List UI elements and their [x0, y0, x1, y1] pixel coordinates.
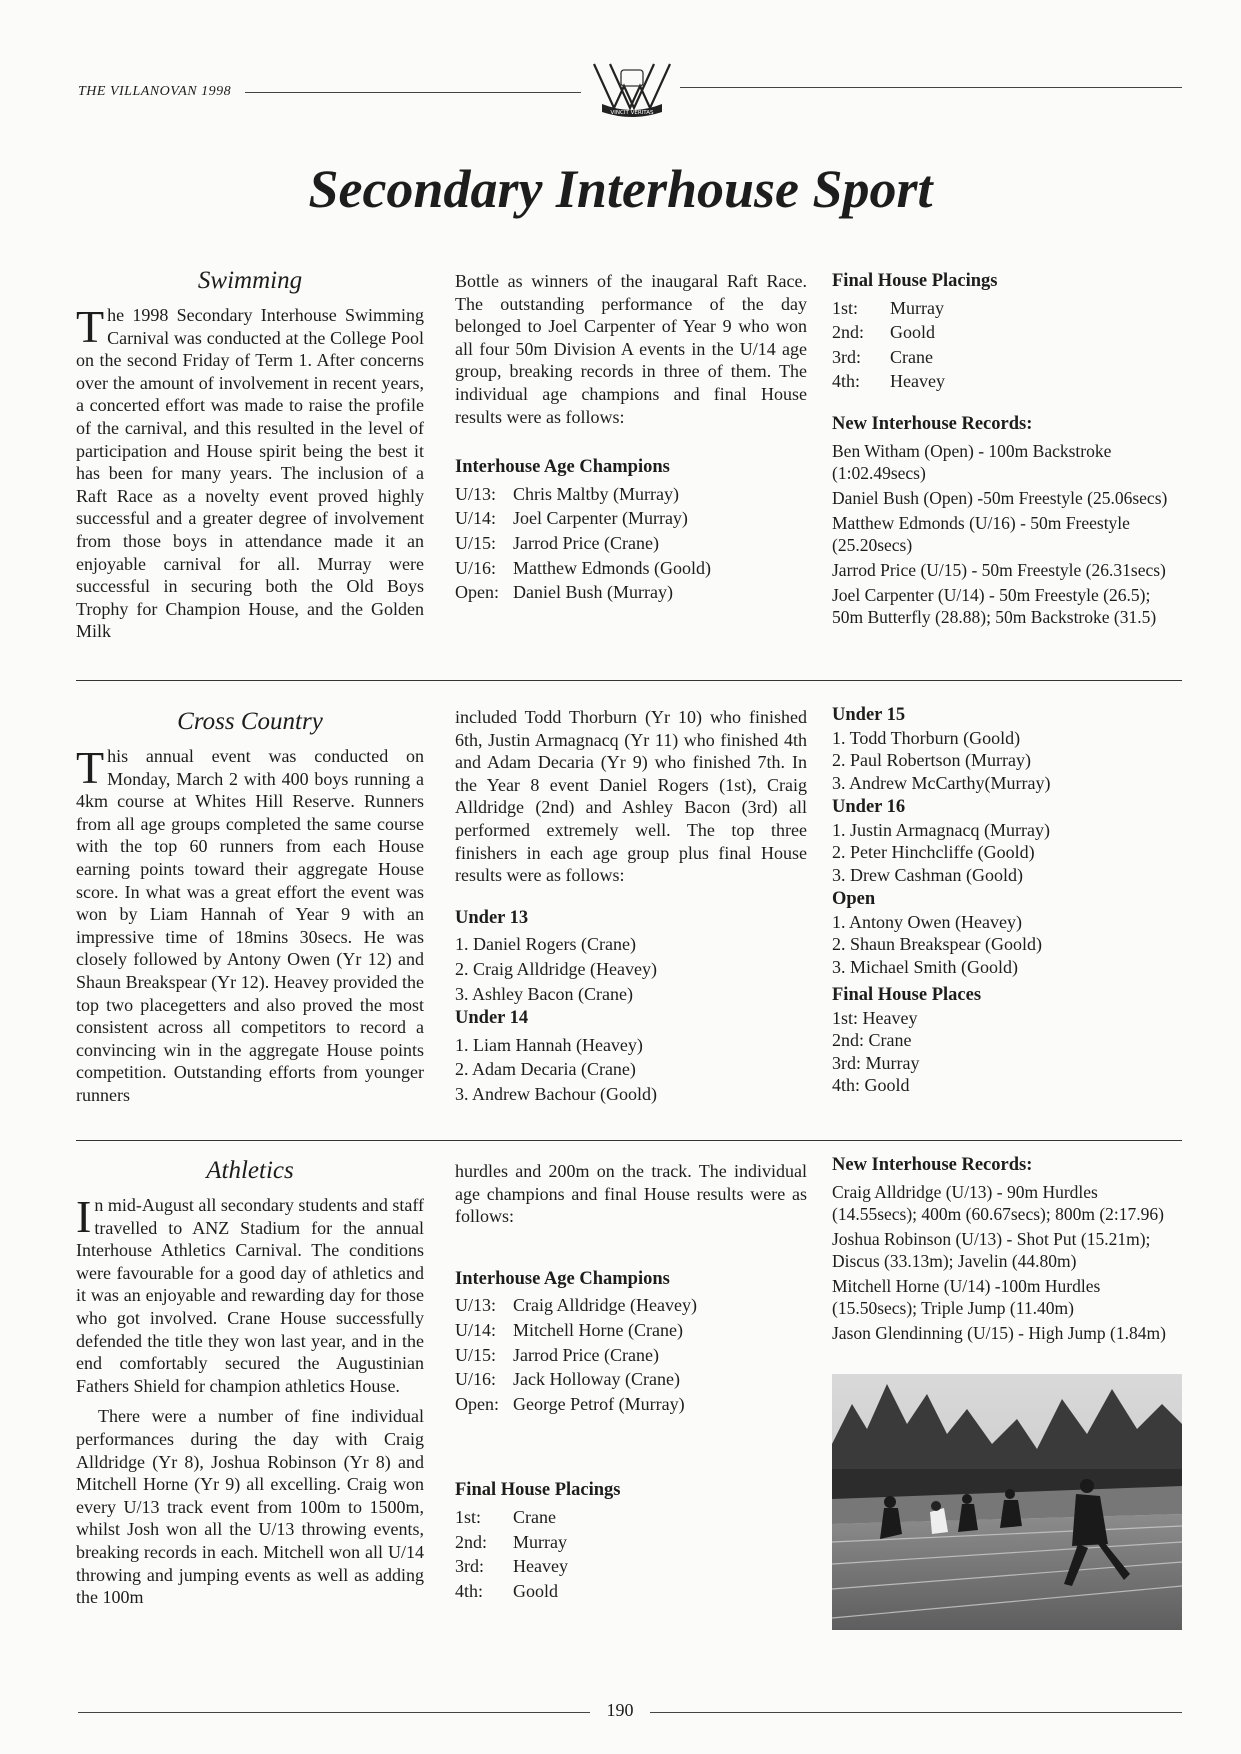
champion-row: U/13: Craig Alldridge (Heavey)	[455, 1295, 697, 1316]
record-entry: Jarrod Price (U/15) - 50m Freestyle (26.31secs)	[832, 559, 1166, 580]
placing-row: 1st: Crane	[455, 1506, 556, 1527]
placing-row: 3rd: Crane	[832, 346, 933, 367]
result-entry: 1. Daniel Rogers (Crane)	[455, 934, 636, 955]
champion-row: Open: George Petrof (Murray)	[455, 1393, 685, 1414]
champion-row: Open: Daniel Bush (Murray)	[455, 582, 673, 603]
swimming-placings-heading: Final House Placings	[832, 271, 998, 291]
cross-country-dropcap: T	[76, 742, 105, 793]
placing-row: 3rd: Heavey	[455, 1556, 568, 1577]
swimming-champions-list	[455, 483, 807, 604]
result-entry: 2. Shaun Breakspear (Goold)	[832, 934, 1042, 954]
swimming-heading: Swimming	[197, 267, 303, 294]
footer-rule-left	[78, 1712, 590, 1713]
athletics-body-cont: hurdles and 200m on the track. The individual age champions and final House results were as follows:	[455, 1161, 807, 1227]
record-entry: Joshua Robinson (U/13) - Shot Put (15.21m); Discus (33.13m); Javelin (44.80m)	[832, 1228, 1151, 1271]
athletics-heading: Athletics	[206, 1157, 294, 1184]
swimming-champions-heading: Interhouse Age Champions	[455, 457, 670, 478]
athletics-placings-heading: Final House Placings	[455, 1480, 621, 1501]
athletics-records-heading: New Interhouse Records:	[832, 1155, 1033, 1175]
result-entry: 3. Andrew McCarthy(Murray)	[832, 772, 1051, 793]
result-entry: 3. Drew Cashman (Goold)	[832, 864, 1023, 885]
athletics-champions-heading: Interhouse Age Champions	[455, 1268, 670, 1289]
result-entry: 2. Paul Robertson (Murray)	[832, 750, 1031, 770]
header-rule-left	[245, 92, 581, 93]
champion-row: U/14: Joel Carpenter (Murray)	[455, 508, 688, 529]
result-entry: 3. Michael Smith (Goold)	[832, 956, 1018, 977]
athletics-body-p2: There were a number of fine individual performances during the day with Craig Alldridge (Yr 8), Joshua Robinson (Yr 8) and Mitchell Horne (Yr 9) all excelling. Craig won every U/13 track event from 100m to 1500m, whilst Josh won all the U/13 throwing events, breaking records in each. Mitchell won all U/14 throwing and jumping events as well as adding the 100m	[76, 1406, 424, 1608]
swimming-column-1	[76, 266, 424, 643]
swimming-column-3	[832, 270, 1182, 631]
champion-row: U/14: Mitchell Horne (Crane)	[455, 1319, 683, 1340]
cross-country-column-1	[76, 707, 424, 1107]
place-entry: 2nd: Crane	[832, 1030, 912, 1050]
cross-country-column-2	[455, 706, 807, 1108]
result-entry: 1. Liam Hannah (Heavey)	[455, 1034, 643, 1055]
champion-row: U/16: Matthew Edmonds (Goold)	[455, 557, 711, 578]
place-entry: 4th: Goold	[832, 1075, 910, 1095]
swimming-dropcap: T	[76, 301, 105, 352]
record-entry: Craig Alldridge (U/13) - 90m Hurdles (14.55secs); 400m (60.67secs); 800m (2:17.96)	[832, 1181, 1164, 1224]
result-entry: 1. Justin Armagnacq (Murray)	[832, 819, 1050, 840]
record-entry: Jason Glendinning (U/15) - High Jump (1.84m)	[832, 1322, 1166, 1343]
champion-row: U/15: Jarrod Price (Crane)	[455, 532, 659, 553]
champion-row: U/15: Jarrod Price (Crane)	[455, 1344, 659, 1365]
place-entry: 3rd: Murray	[832, 1052, 920, 1073]
running-header: THE VILLANOVAN 1998	[78, 84, 232, 99]
group-heading: Under 16	[832, 797, 906, 817]
result-entry: 2. Adam Decaria (Crane)	[455, 1059, 636, 1080]
svg-text:VINCIT VERITAS: VINCIT VERITAS	[610, 110, 654, 116]
swimming-body-cont: Bottle as winners of the inaugaral Raft Race. The outstanding performance of the day belonged to Joel Carpenter of Year 9 who won all four 50m Division A events in the U/14 age group, breaking records in three of them. The individual age champions and final House results were as follows:	[455, 271, 807, 427]
athletics-body: In mid-August all secondary students and staff travelled to ANZ Stadium for the annual Interhouse Athletics Carnival. The conditions were favourable for a good day of athletics and it was an enjoyable and rewarding day for those who got involved. Crane House successfully defended the title they won last year, and in the end comfortably secured the Augustinian Fathers Shield for champion athletics House.	[76, 1191, 424, 1396]
placing-row: 1st: Murray	[832, 297, 944, 318]
athletics-track-photo	[832, 1374, 1182, 1630]
group-heading: Open	[832, 889, 876, 909]
placing-row: 2nd: Goold	[832, 322, 935, 343]
swimming-column-2	[455, 270, 807, 606]
athletics-column-1	[76, 1156, 424, 1609]
group-heading: Under 15	[832, 705, 906, 725]
record-entry: Matthew Edmonds (U/16) - 50m Freestyle (25.20secs)	[832, 512, 1130, 555]
result-entry: 1. Todd Thorburn (Goold)	[832, 727, 1021, 748]
header-rule-right	[680, 87, 1182, 88]
group-heading: Under 13	[455, 907, 529, 928]
cross-country-column-3	[832, 704, 1182, 1097]
champion-row: U/16: Jack Holloway (Crane)	[455, 1369, 680, 1390]
section-divider	[76, 1140, 1182, 1141]
record-entry: Mitchell Horne (U/14) -100m Hurdles (15.50secs); Triple Jump (11.40m)	[832, 1275, 1101, 1318]
place-entry: 1st: Heavey	[832, 1007, 918, 1028]
placing-row: 4th: Goold	[455, 1580, 558, 1601]
record-entry: Daniel Bush (Open) -50m Freestyle (25.06secs)	[832, 487, 1168, 508]
record-entry: Ben Witham (Open) - 100m Backstroke (1:02.49secs)	[832, 440, 1112, 483]
placing-row: 2nd: Murray	[455, 1531, 567, 1552]
page-title: Secondary Interhouse Sport	[308, 159, 933, 219]
athletics-column-2	[455, 1160, 807, 1604]
section-divider	[76, 680, 1182, 681]
athletics-dropcap: I	[76, 1191, 92, 1242]
cross-country-body: This annual event was conducted on Monday, March 2 with 400 boys running a 4km course at Whites Hill Reserve. Runners from all age groups completed the same course with the top 60 runners from each House earning points toward their aggregate House score. In what was a great effort the event was won by Liam Hannah of Year 9 with an impressive time of 18mins 30secs. He was closely followed by Antony Owen (Yr 12) and Shaun Breakspear (Yr 12). Heavey provided the top two placegetters and also proved the most consistent across all competitors to record a convincing win in the aggregate House points competition. Outstanding efforts from younger runners	[76, 742, 424, 1105]
record-entry: Joel Carpenter (U/14) - 50m Freestyle (26.5); 50m Butterfly (28.88); 50m Backstroke (31.5)	[832, 584, 1157, 627]
result-entry: 2. Craig Alldridge (Heavey)	[455, 958, 657, 979]
swimming-body: The 1998 Secondary Interhouse Swimming Carnival was conducted at the College Pool on the second Friday of Term 1. After concerns over the amount of involvement in recent years, a concerted effort was made to raise the profile of the carnival, and this resulted in the level of participation and House spirit being the best it has been for many years. The inclusion of a Raft Race as a novelty event proved highly successful and a greater degree of involvement from those boys in attendance made it an enjoyable carnival for all. Murray were successful in securing both the Old Boys Trophy for Champion House, and the Golden Milk	[76, 301, 424, 642]
cross-country-heading: Cross Country	[177, 708, 323, 735]
final-places-heading: Final House Places	[832, 985, 982, 1005]
swimming-records-heading: New Interhouse Records:	[832, 413, 1033, 434]
result-entry: 1. Antony Owen (Heavey)	[832, 911, 1022, 932]
cross-country-body-cont: included Todd Thorburn (Yr 10) who finished 6th, Justin Armagnacq (Yr 11) who finished 4th and Adam Decaria (Yr 9) who finished 7th. In the Year 8 event Daniel Rogers (1st), Craig Alldridge (2nd) and Ashley Bacon (3rd) all performed extremely well. The top three finishers in each age group plus final House results were as follows:	[455, 707, 807, 886]
placing-row: 4th: Heavey	[832, 371, 945, 392]
champion-row: U/13: Chris Maltby (Murray)	[455, 483, 679, 504]
college-crest-logo	[590, 58, 674, 120]
result-entry: 3. Ashley Bacon (Crane)	[455, 983, 633, 1004]
footer-rule-right	[650, 1712, 1182, 1713]
result-entry: 2. Peter Hinchcliffe (Goold)	[832, 842, 1035, 862]
result-entry: 3. Andrew Bachour (Goold)	[455, 1083, 657, 1104]
page-number: 190	[606, 1700, 634, 1720]
athletics-column-3	[832, 1154, 1182, 1347]
group-heading: Under 14	[455, 1008, 529, 1029]
